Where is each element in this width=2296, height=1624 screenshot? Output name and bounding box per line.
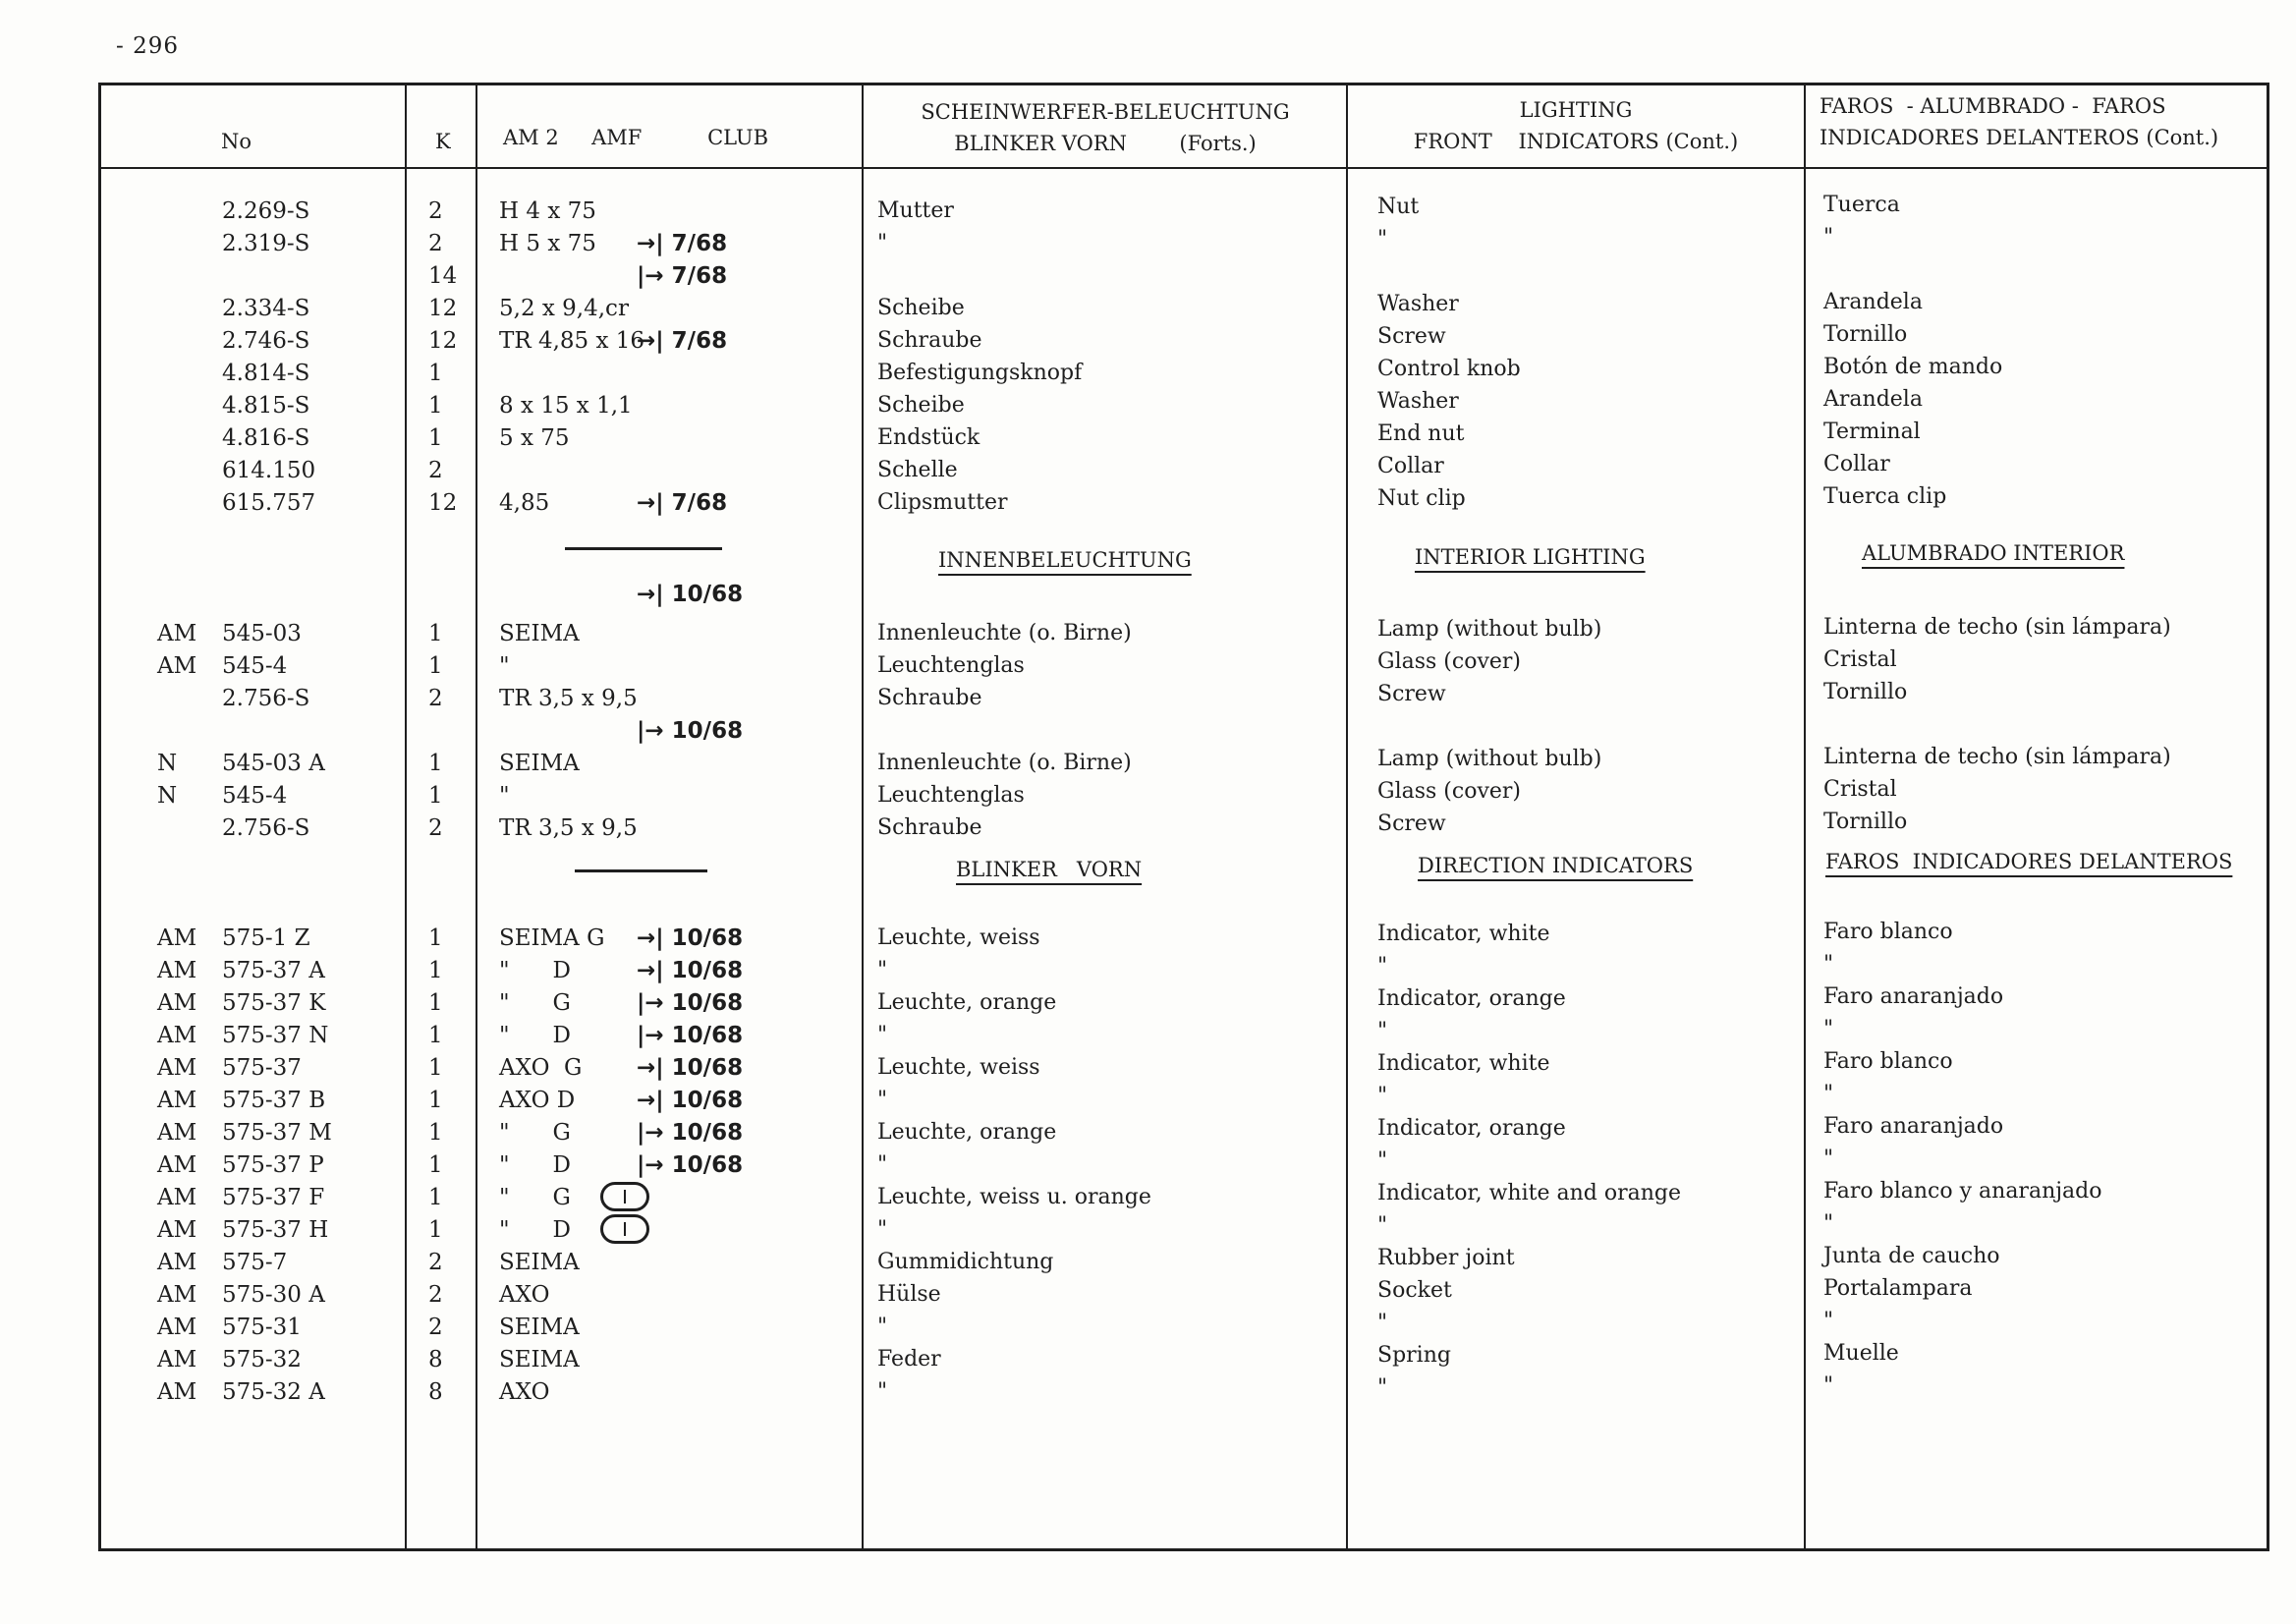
row-k-cell: 12 [428,328,458,354]
row-en-cell: Spring [1377,1343,1451,1368]
row-es-cell: " [1823,1147,1834,1171]
row-model-cell: " D [499,1152,571,1178]
row-de-cell: Leuchtenglas [877,653,1025,678]
row-date-cell: →| 10/68 [637,958,744,983]
row-date-cell: →| 7/68 [637,328,728,354]
row-k-cell: 1 [428,1185,443,1210]
row-no-cell: 545-03 A [222,751,325,776]
row-date-cell: |→ 10/68 [637,1152,744,1178]
section-interior-en: INTERIOR LIGHTING [1415,545,1646,569]
row-date-cell: →| 10/68 [637,1088,744,1113]
row-k-cell: 1 [428,990,443,1016]
row-no-cell: 2.334-S [222,296,310,321]
row-en-cell: " [1377,1019,1388,1043]
row-k-cell: 1 [428,751,443,776]
row-no-cell: 545-4 [222,653,288,679]
row-es-cell: Tuerca clip [1823,484,1947,509]
row-model-cell: TR 3,5 x 9,5 [499,815,638,841]
row-es-cell: Cristal [1823,647,1897,672]
row-pre-cell: AM [157,1347,197,1372]
row-no-cell: 4.814-S [222,361,310,386]
row-es-cell: Portalampara [1823,1276,1973,1301]
row-en-cell: Glass (cover) [1377,649,1521,674]
row-pre-cell: AM [157,990,197,1016]
row-en-cell: " [1377,1084,1388,1108]
header-no: No [221,130,252,153]
row-k-cell: 1 [428,1023,443,1048]
row-de-cell: " [877,1088,888,1112]
row-es-cell: Arandela [1823,387,1923,412]
row-pre-cell: N [157,783,178,809]
row-en-cell: " [1377,1213,1388,1238]
section-interior-es: ALUMBRADO INTERIOR [1862,541,2125,565]
row-date-cell: →| 7/68 [637,490,728,516]
page-number: - 296 [116,33,179,59]
row-model-cell: AXO [499,1379,550,1405]
column-divider [476,83,477,1551]
row-k-cell: 2 [428,1282,443,1308]
row-no-cell: 2.269-S [222,198,310,224]
row-no-cell: 2.319-S [222,231,310,256]
row-de-cell: " [877,1217,888,1242]
section-indicators-en: DIRECTION INDICATORS [1418,854,1694,877]
row-no-cell: 2.746-S [222,328,310,354]
parts-table-frame [98,83,2269,1551]
row-model-cell: TR 3,5 x 9,5 [499,686,638,711]
row-en-cell: Nut clip [1377,486,1466,511]
row-en-cell: " [1377,1375,1388,1400]
row-no-cell: 575-37 B [222,1088,326,1113]
row-model-cell: SEIMA [499,1347,580,1372]
row-es-cell: Faro blanco [1823,920,1953,944]
row-pre-cell: AM [157,1023,197,1048]
row-pre-cell: AM [157,1185,197,1210]
row-no-cell: 4.816-S [222,425,310,451]
row-no-cell: 575-30 A [222,1282,325,1308]
row-k-cell: 8 [428,1347,443,1372]
row-de-cell: Leuchte, orange [877,1120,1057,1145]
row-no-cell: 545-4 [222,783,288,809]
oval-symbol-icon [600,1214,649,1244]
row-de-cell: Scheibe [877,296,965,320]
header-es-line2: INDICADORES DELANTEROS (Cont.) [1820,126,2219,149]
row-de-cell: Mutter [877,198,954,223]
row-k-cell: 1 [428,425,443,451]
row-de-cell: " [877,1315,888,1339]
row-model-cell: SEIMA G [499,925,605,951]
row-es-cell: " [1823,225,1834,250]
row-k-cell: 1 [428,1152,443,1178]
row-no-cell: 575-37 P [222,1152,324,1178]
row-model-cell: H 4 x 75 [499,198,596,224]
row-es-cell: Arandela [1823,290,1923,314]
row-model-cell: " G [499,990,571,1016]
row-no-cell: 575-1 Z [222,925,310,951]
row-de-cell: " [877,1379,888,1404]
row-pre-cell: AM [157,621,197,646]
row-en-cell: Indicator, white [1377,922,1550,946]
row-de-cell: " [877,1023,888,1047]
row-model-cell: TR 4,85 x 16 [499,328,645,354]
row-de-cell: " [877,231,888,255]
row-de-cell: Schraube [877,328,982,353]
row-k-cell: 1 [428,621,443,646]
row-model-cell: SEIMA [499,621,580,646]
row-en-cell: Glass (cover) [1377,779,1521,804]
row-date-cell: →| 10/68 [637,925,744,951]
row-de-cell: Leuchte, weiss u. orange [877,1185,1151,1209]
row-no-cell: 575-32 [222,1347,302,1372]
section-indicators-de: BLINKER VORN [956,858,1143,881]
separator-rule [565,547,722,550]
row-date-cell: →| 10/68 [637,1055,744,1081]
row-model-cell: AXO [499,1282,550,1308]
row-pre-cell: AM [157,1088,197,1113]
row-k-cell: 1 [428,1055,443,1081]
row-date-cell: →| 7/68 [637,231,728,256]
row-no-cell: 575-31 [222,1315,302,1340]
row-de-cell: Innenleuchte (o. Birne) [877,621,1132,645]
header-en-line2: FRONT INDICATORS (Cont.) [1413,130,1739,153]
row-model-cell: SEIMA [499,751,580,776]
row-k-cell: 1 [428,653,443,679]
row-de-cell: Innenleuchte (o. Birne) [877,751,1132,775]
header-es-line1: FAROS - ALUMBRADO - FAROS [1820,94,2166,118]
row-date-cell: |→ 10/68 [637,1120,744,1146]
header-k: K [435,130,451,153]
row-en-cell: Lamp (without bulb) [1377,617,1602,642]
row-pre-cell: AM [157,1217,197,1243]
row-de-cell: Endstück [877,425,980,450]
row-no-cell: 575-37 K [222,990,326,1016]
row-en-cell: Indicator, white [1377,1051,1550,1076]
separator-rule [575,869,707,872]
row-en-cell: Washer [1377,389,1459,414]
row-k-cell: 1 [428,1088,443,1113]
row-model-cell: SEIMA [499,1250,580,1275]
row-k-cell: 8 [428,1379,443,1405]
row-no-cell: 614.150 [222,458,316,483]
column-divider [1804,83,1806,1551]
row-es-cell: Faro anaranjado [1823,1114,2004,1139]
row-es-cell: " [1823,1211,1834,1236]
row-en-cell: Indicator, white and orange [1377,1181,1681,1205]
row-es-cell: " [1823,1082,1834,1106]
row-no-cell: 575-37 N [222,1023,329,1048]
row-es-cell: " [1823,1017,1834,1041]
column-divider [862,83,864,1551]
row-k-cell: 2 [428,1315,443,1340]
row-de-cell: Leuchte, weiss [877,925,1040,950]
column-divider [1346,83,1348,1551]
row-k-cell: 1 [428,958,443,983]
row-k-cell: 14 [428,263,458,289]
row-en-cell: Nut [1377,195,1420,219]
row-de-cell: Schelle [877,458,958,482]
section-interior-de: INNENBELEUCHTUNG [938,548,1192,572]
row-es-cell: Tornillo [1823,810,1908,834]
row-en-cell: " [1377,954,1388,979]
row-date-cell: |→ 7/68 [637,263,728,289]
row-en-cell: Indicator, orange [1377,1116,1566,1141]
oval-symbol-icon [600,1182,649,1211]
row-en-cell: Lamp (without bulb) [1377,747,1602,771]
row-no-cell: 4.815-S [222,393,310,419]
row-model-cell: " [499,653,510,679]
row-de-cell: Schraube [877,815,982,840]
row-model-cell: " D [499,1217,571,1243]
row-no-cell: 2.756-S [222,686,310,711]
row-de-cell: Leuchte, weiss [877,1055,1040,1080]
row-no-cell: 575-37 A [222,958,325,983]
section-indicators-es: FAROS INDICADORES DELANTEROS [1825,850,2233,873]
row-model-cell: " D [499,1023,571,1048]
row-de-cell: Befestigungsknopf [877,361,1083,385]
row-model-cell: 5,2 x 9,4,cr [499,296,629,321]
row-pre-cell: N [157,751,178,776]
row-k-cell: 2 [428,458,443,483]
row-es-cell: Faro blanco [1823,1049,1953,1074]
row-k-cell: 1 [428,925,443,951]
row-model-cell: " D [499,958,571,983]
header-model: AM 2 AMF CLUB [503,126,769,149]
row-pre-cell: AM [157,958,197,983]
row-de-cell: Clipsmutter [877,490,1008,515]
row-k-cell: 2 [428,815,443,841]
row-no-cell: 575-37 H [222,1217,329,1243]
row-model-cell: SEIMA [499,1315,580,1340]
row-en-cell: Screw [1377,812,1446,836]
header-en-line1: LIGHTING [1519,98,1633,122]
row-date-cell: |→ 10/68 [637,1023,744,1048]
row-de-cell: Gummidichtung [877,1250,1054,1274]
row-no-cell: 2.756-S [222,815,310,841]
row-es-cell: Junta de caucho [1823,1244,2000,1268]
row-model-cell: 8 x 15 x 1,1 [499,393,633,419]
row-en-cell: Control knob [1377,357,1521,381]
row-en-cell: Socket [1377,1278,1452,1303]
row-no-cell: 575-37 F [222,1185,325,1210]
row-en-cell: " [1377,1311,1388,1335]
row-en-cell: Washer [1377,292,1459,316]
row-pre-cell: AM [157,653,197,679]
row-en-cell: " [1377,1148,1388,1173]
header-de-line1: SCHEINWERFER-BELEUCHTUNG [921,100,1290,124]
row-es-cell: Muelle [1823,1341,1899,1366]
row-es-cell: " [1823,952,1834,977]
row-es-cell: Tuerca [1823,193,1900,217]
row-k-cell: 1 [428,1217,443,1243]
row-k-cell: 2 [428,1250,443,1275]
row-es-cell: Terminal [1823,420,1921,444]
row-pre-cell: AM [157,1152,197,1178]
row-k-cell: 1 [428,1120,443,1146]
row-pre-cell: AM [157,1120,197,1146]
row-no-cell: 615.757 [222,490,316,516]
row-en-cell: " [1377,227,1388,252]
row-model-cell: " G [499,1120,571,1146]
row-no-cell: 575-7 [222,1250,288,1275]
row-de-cell: Leuchtenglas [877,783,1025,808]
row-no-cell: 575-37 [222,1055,302,1081]
row-de-cell: " [877,1152,888,1177]
row-k-cell: 2 [428,198,443,224]
row-en-cell: Rubber joint [1377,1246,1515,1270]
row-es-cell: Linterna de techo (sin lámpara) [1823,745,2171,769]
row-en-cell: End nut [1377,421,1465,446]
row-es-cell: Faro blanco y anaranjado [1823,1179,2102,1204]
row-de-cell: " [877,958,888,982]
row-pre-cell: AM [157,925,197,951]
row-date-cell: →| 10/68 [637,582,744,607]
row-es-cell: Faro anaranjado [1823,984,2004,1009]
row-de-cell: Schraube [877,686,982,710]
row-k-cell: 1 [428,393,443,419]
row-pre-cell: AM [157,1250,197,1275]
row-date-cell: |→ 10/68 [637,990,744,1016]
row-en-cell: Indicator, orange [1377,986,1566,1011]
row-no-cell: 575-37 M [222,1120,332,1146]
header-de-line2: BLINKER VORN (Forts.) [954,132,1257,155]
row-k-cell: 1 [428,783,443,809]
row-k-cell: 12 [428,296,458,321]
column-divider [405,83,407,1551]
row-es-cell: Collar [1823,452,1890,476]
row-es-cell: Tornillo [1823,680,1908,704]
row-no-cell: 545-03 [222,621,302,646]
row-k-cell: 1 [428,361,443,386]
row-model-cell: H 5 x 75 [499,231,596,256]
row-model-cell: " [499,783,510,809]
row-en-cell: Screw [1377,682,1446,706]
row-pre-cell: AM [157,1315,197,1340]
row-es-cell: Botón de mando [1823,355,2003,379]
row-en-cell: Collar [1377,454,1444,478]
row-model-cell: AXO G [499,1055,583,1081]
row-es-cell: " [1823,1373,1834,1398]
row-k-cell: 12 [428,490,458,516]
row-pre-cell: AM [157,1055,197,1081]
row-model-cell: 4,85 [499,490,550,516]
row-es-cell: Cristal [1823,777,1897,802]
row-de-cell: Scheibe [877,393,965,418]
row-model-cell: " G [499,1185,571,1210]
row-de-cell: Feder [877,1347,941,1372]
row-es-cell: Tornillo [1823,322,1908,347]
row-es-cell: Linterna de techo (sin lámpara) [1823,615,2171,640]
row-model-cell: AXO D [499,1088,576,1113]
row-en-cell: Screw [1377,324,1446,349]
row-pre-cell: AM [157,1379,197,1405]
row-pre-cell: AM [157,1282,197,1308]
row-es-cell: " [1823,1309,1834,1333]
row-de-cell: Hülse [877,1282,941,1307]
row-model-cell: 5 x 75 [499,425,570,451]
row-k-cell: 2 [428,686,443,711]
row-de-cell: Leuchte, orange [877,990,1057,1015]
header-divider [98,167,2269,169]
row-no-cell: 575-32 A [222,1379,325,1405]
row-k-cell: 2 [428,231,443,256]
row-date-cell: |→ 10/68 [637,718,744,744]
